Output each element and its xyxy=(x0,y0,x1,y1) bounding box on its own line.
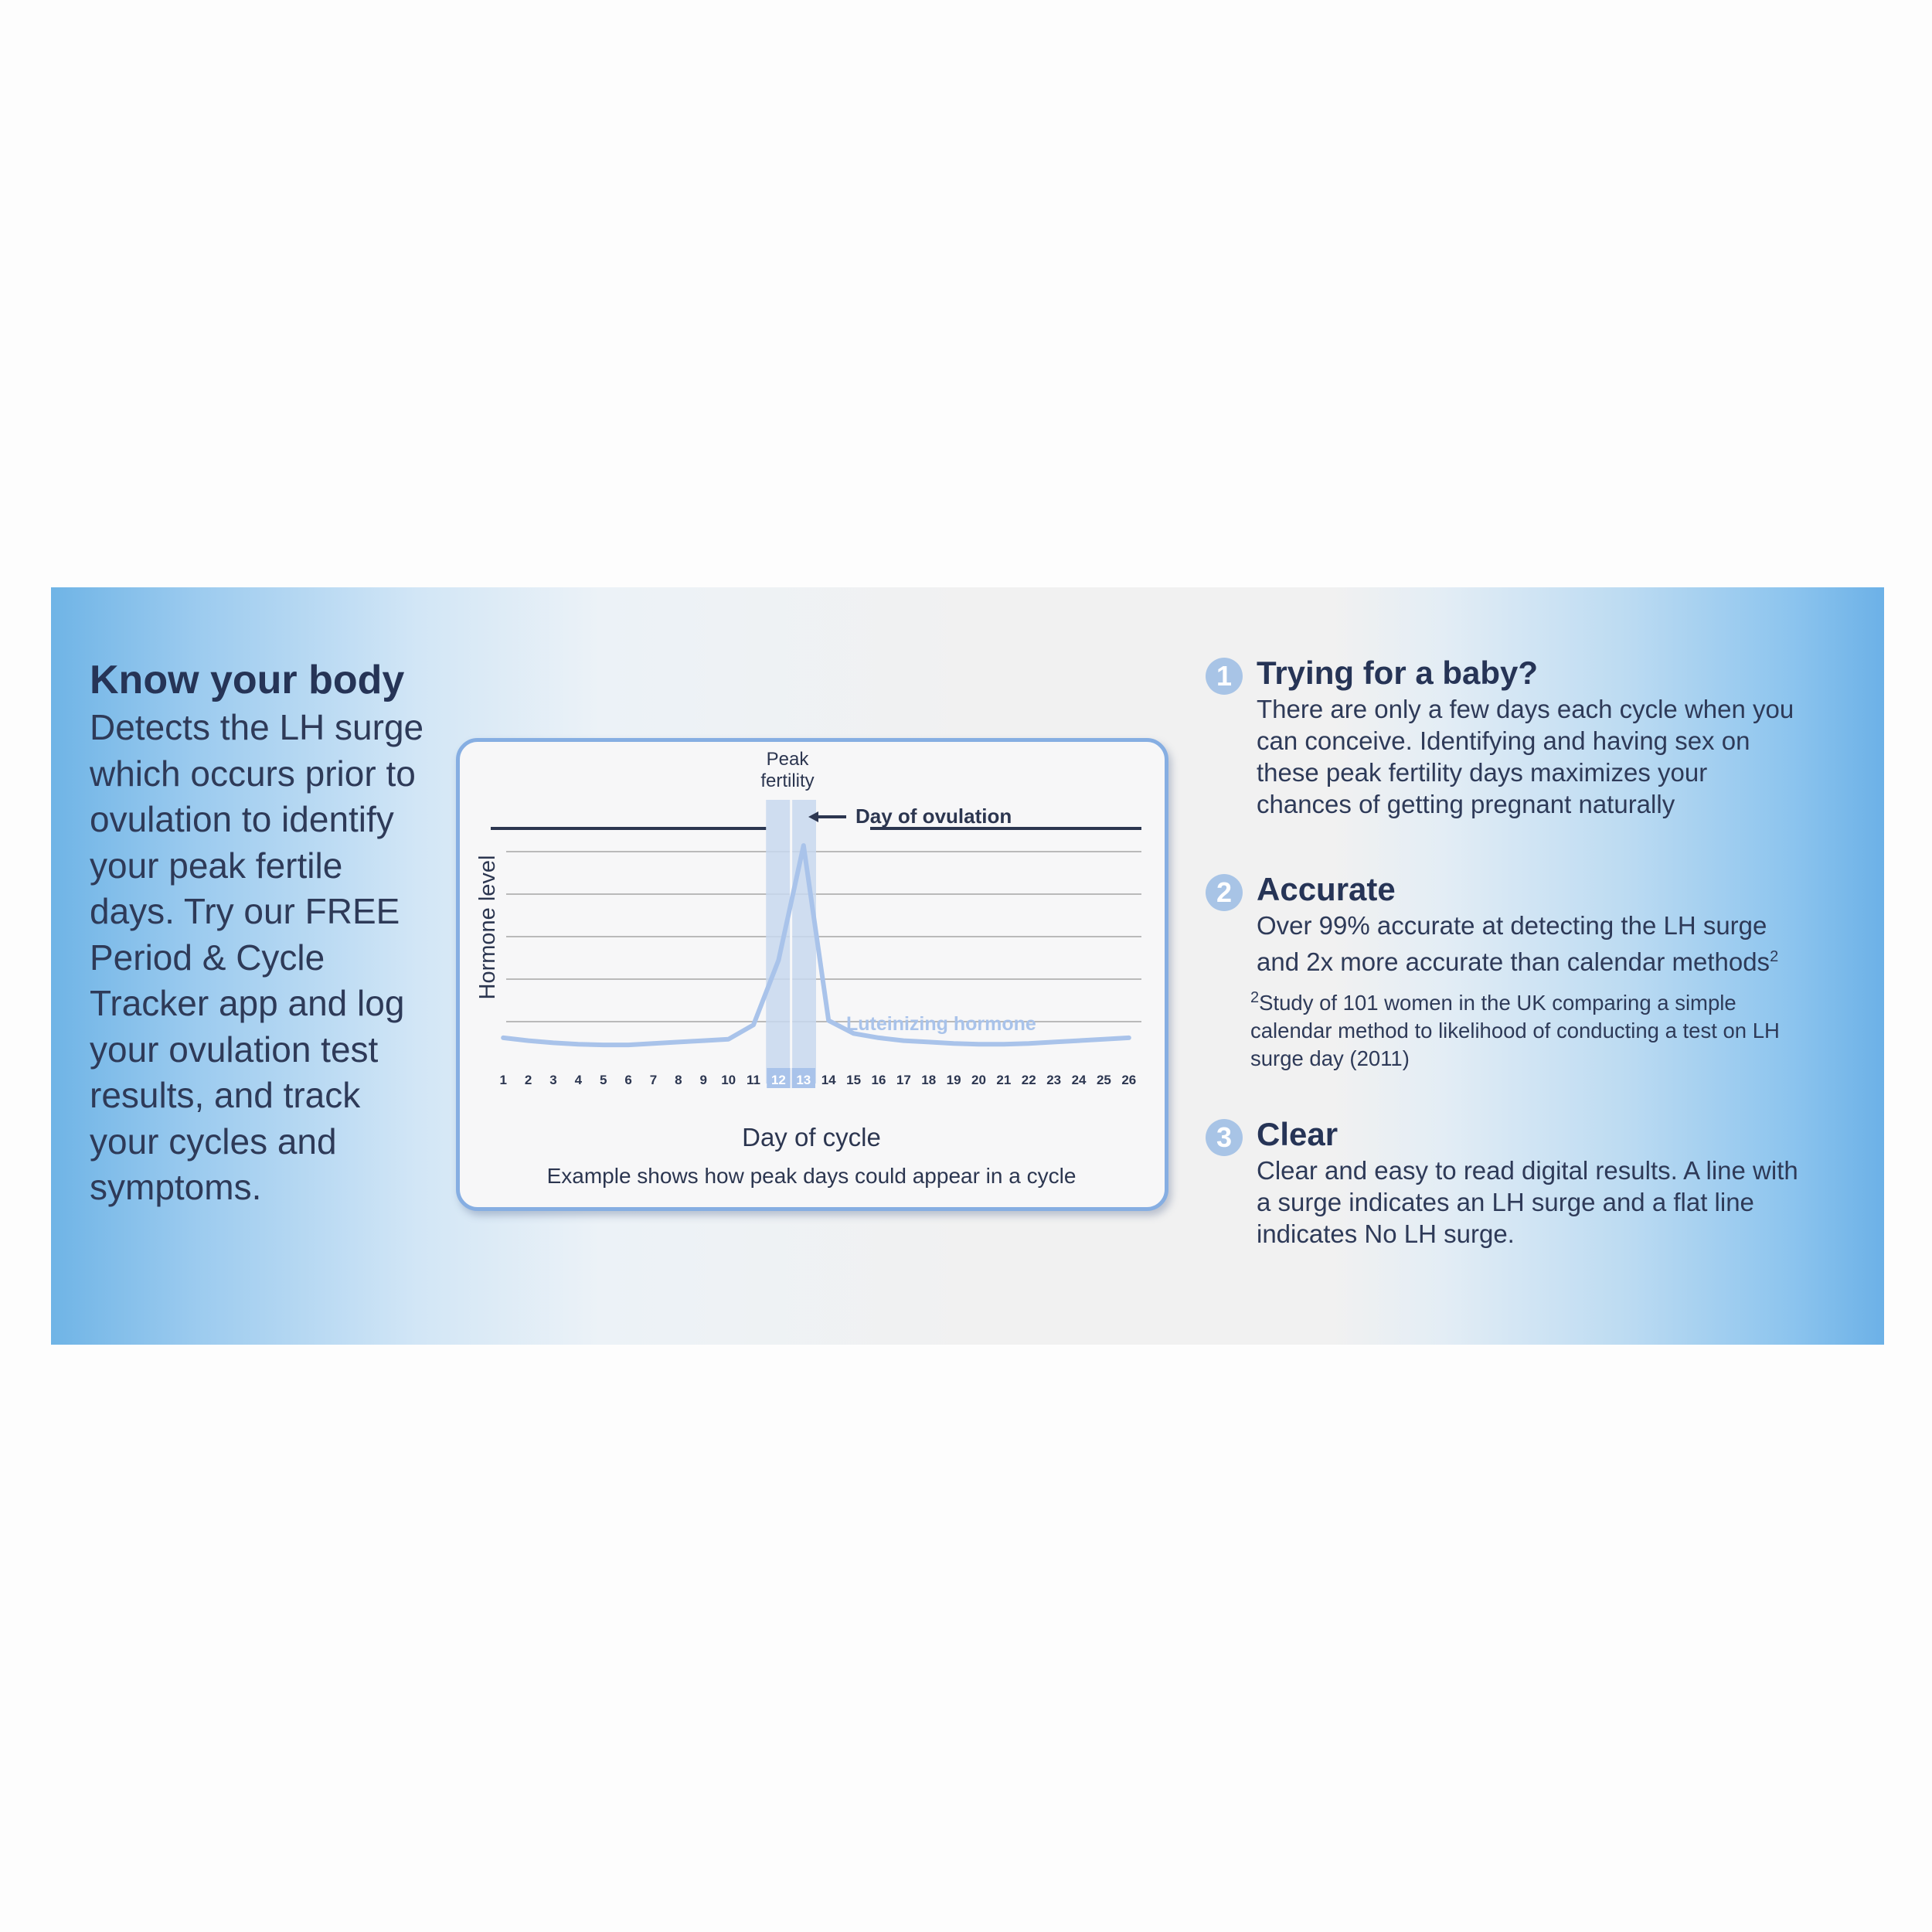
peak-label-line1: Peak xyxy=(766,749,809,770)
x-tick-label: 6 xyxy=(624,1073,632,1087)
number-2-icon: 2 xyxy=(1206,874,1243,911)
product-panel xyxy=(51,587,1884,1345)
x-tick-label: 25 xyxy=(1096,1073,1111,1087)
series-label: Luteinizing hormone xyxy=(846,1013,1036,1035)
intro-body: Detects the LH surge which occurs prior to ovulation to identify your peak fertile days. Try our FREE Period & Cycle Tracker app and log your ovulation test results, and track your cycles and symptoms. xyxy=(90,707,424,1207)
intro-title: Know your body xyxy=(90,658,405,702)
x-axis-label: Day of cycle xyxy=(742,1123,881,1151)
x-tick-label: 18 xyxy=(921,1073,937,1087)
x-tick-label: 14 xyxy=(821,1073,836,1087)
peak-label-line2: fertility xyxy=(760,770,815,791)
feature-body-text: Over 99% accurate at detecting the LH surge and 2x more accurate than calendar methods xyxy=(1257,911,1770,976)
footnote-ref: 2 xyxy=(1770,948,1779,965)
footnote xyxy=(1250,984,1808,1073)
hormone-chart-card xyxy=(456,738,1168,1211)
ovulation-label: Day of ovulation xyxy=(855,804,1012,828)
x-tick-label: 12 xyxy=(770,1073,786,1087)
chart-caption: Example shows how peak days could appear in a cycle xyxy=(546,1164,1077,1188)
intro-column xyxy=(90,655,430,1211)
features-column xyxy=(1206,653,1808,1250)
feature-trying xyxy=(1206,653,1808,820)
feature-body: Clear and easy to read digital results. A line with a surge indicates an LH surge and a flat line indicates No LH surge. xyxy=(1257,1156,1798,1249)
number-3-icon: 3 xyxy=(1206,1119,1243,1156)
footnote-marker: 2 xyxy=(1250,989,1260,1006)
x-tick-label: 9 xyxy=(699,1073,708,1087)
x-tick-label: 11 xyxy=(747,1073,761,1087)
x-tick-label: 8 xyxy=(675,1073,682,1087)
x-tick-label: 22 xyxy=(1021,1073,1036,1087)
x-tick-label: 26 xyxy=(1121,1073,1137,1087)
x-tick-label: 1 xyxy=(499,1073,507,1087)
x-tick-label: 7 xyxy=(649,1073,658,1087)
x-tick-label: 21 xyxy=(996,1073,1012,1087)
x-tick-label: 10 xyxy=(721,1073,736,1087)
number-1-icon: 1 xyxy=(1206,658,1243,695)
x-tick-label: 3 xyxy=(549,1073,557,1087)
feature-body: There are only a few days each cycle when you can conceive. Identifying and having sex on these peak fertility days maximizes your chances of getting pregnant naturally xyxy=(1257,695,1794,818)
feature-title: Trying for a baby? xyxy=(1257,655,1539,691)
feature-title: Accurate xyxy=(1257,871,1396,907)
x-tick-label: 19 xyxy=(946,1073,961,1087)
feature-title: Clear xyxy=(1257,1116,1338,1153)
feature-accurate xyxy=(1206,869,1808,1073)
hormone-chart xyxy=(460,742,1165,1207)
x-tick-label: 23 xyxy=(1046,1073,1062,1087)
x-tick-label: 24 xyxy=(1071,1073,1087,1087)
y-axis-label: Hormone level xyxy=(475,855,500,1000)
feature-clear xyxy=(1206,1114,1808,1250)
x-tick-label: 5 xyxy=(599,1073,607,1087)
x-tick-label: 13 xyxy=(796,1073,811,1087)
x-tick-label: 16 xyxy=(871,1073,886,1087)
x-tick-label: 20 xyxy=(971,1073,986,1087)
x-tick-label: 15 xyxy=(846,1073,862,1087)
footnote-text: Study of 101 women in the UK comparing a simple calendar method to likelihood of conducting a test on LH surge day (2011) xyxy=(1250,991,1780,1071)
feature-body xyxy=(1257,910,1808,978)
x-tick-label: 2 xyxy=(524,1073,532,1087)
x-tick-label: 17 xyxy=(896,1073,911,1087)
x-tick-label: 4 xyxy=(574,1073,583,1087)
